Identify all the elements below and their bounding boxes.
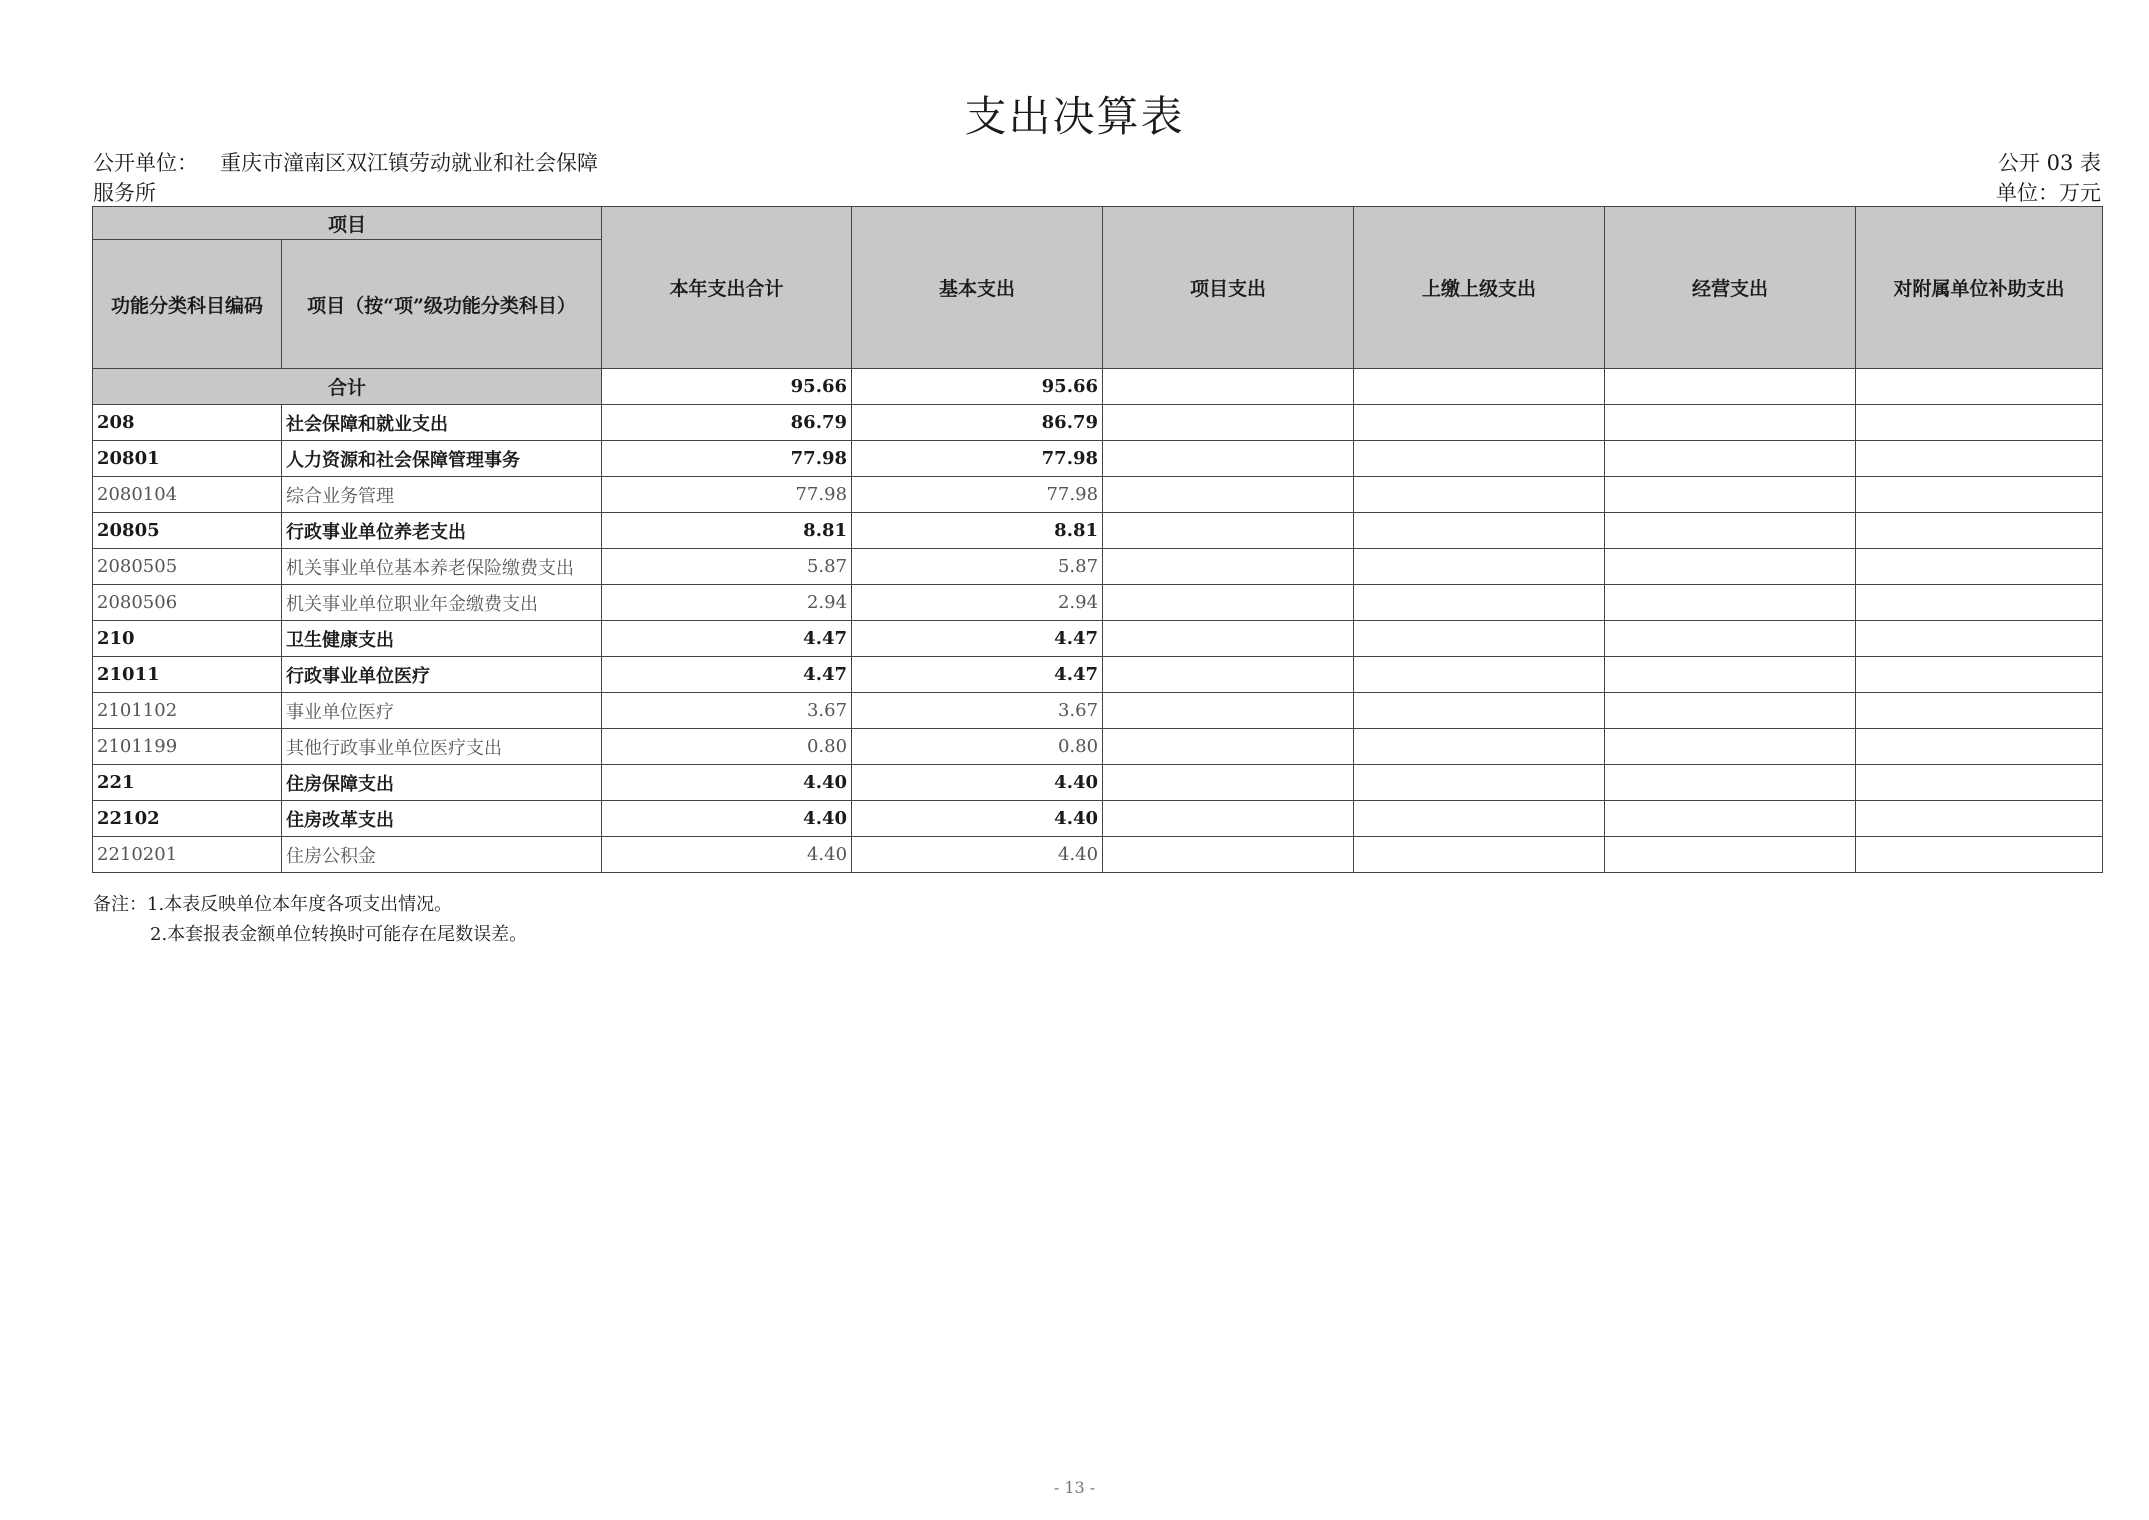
row-business-expenditure	[1605, 765, 1856, 801]
row-basic: 77.98	[852, 441, 1103, 477]
total-amount: 95.66	[602, 369, 852, 405]
row-name: 住房公积金	[282, 837, 602, 873]
row-business-expenditure	[1605, 621, 1856, 657]
row-name: 卫生健康支出	[282, 621, 602, 657]
row-basic: 4.47	[852, 621, 1103, 657]
unit-info	[93, 148, 598, 208]
table-row	[93, 693, 2103, 729]
row-upper-remittance	[1354, 765, 1605, 801]
header-business-expenditure: 经营支出	[1605, 207, 1856, 369]
row-project-expenditure	[1103, 621, 1354, 657]
form-meta	[1996, 148, 2101, 208]
row-subsidiary-subsidy	[1856, 693, 2103, 729]
row-upper-remittance	[1354, 585, 1605, 621]
row-code: 2080506	[93, 585, 282, 621]
row-name: 社会保障和就业支出	[282, 405, 602, 441]
row-project-expenditure	[1103, 837, 1354, 873]
row-upper-remittance	[1354, 477, 1605, 513]
header-basic: 基本支出	[852, 207, 1103, 369]
row-business-expenditure	[1605, 693, 1856, 729]
row-subsidiary-subsidy	[1856, 621, 2103, 657]
notes	[93, 890, 527, 950]
row-business-expenditure	[1605, 657, 1856, 693]
row-project-expenditure	[1103, 657, 1354, 693]
row-project-expenditure	[1103, 585, 1354, 621]
row-subsidiary-subsidy	[1856, 513, 2103, 549]
currency-unit: 单位：万元	[1996, 181, 2101, 205]
row-upper-remittance	[1354, 837, 1605, 873]
row-code: 210	[93, 621, 282, 657]
row-code: 2101199	[93, 729, 282, 765]
row-total: 77.98	[602, 477, 852, 513]
row-total: 0.80	[602, 729, 852, 765]
row-upper-remittance	[1354, 693, 1605, 729]
row-total: 4.47	[602, 621, 852, 657]
row-name: 住房改革支出	[282, 801, 602, 837]
row-basic: 3.67	[852, 693, 1103, 729]
row-project-expenditure	[1103, 513, 1354, 549]
header-code: 功能分类科目编码	[93, 240, 282, 369]
row-code: 2080505	[93, 549, 282, 585]
row-business-expenditure	[1605, 441, 1856, 477]
row-code: 21011	[93, 657, 282, 693]
row-name: 人力资源和社会保障管理事务	[282, 441, 602, 477]
row-total: 5.87	[602, 549, 852, 585]
table-row	[93, 621, 2103, 657]
table-row	[93, 765, 2103, 801]
row-upper-remittance	[1354, 549, 1605, 585]
row-total: 4.47	[602, 657, 852, 693]
row-total: 4.40	[602, 765, 852, 801]
row-code: 2101102	[93, 693, 282, 729]
row-project-expenditure	[1103, 549, 1354, 585]
row-business-expenditure	[1605, 729, 1856, 765]
row-business-expenditure	[1605, 549, 1856, 585]
row-name: 住房保障支出	[282, 765, 602, 801]
expenditure-table	[92, 206, 2103, 873]
header-name: 项目（按“项”级功能分类科目）	[282, 240, 602, 369]
row-basic: 4.40	[852, 801, 1103, 837]
row-project-expenditure	[1103, 765, 1354, 801]
total-basic: 95.66	[852, 369, 1103, 405]
row-total: 4.40	[602, 837, 852, 873]
row-name: 综合业务管理	[282, 477, 602, 513]
row-subsidiary-subsidy	[1856, 657, 2103, 693]
page-number: - 13 -	[1053, 1478, 1096, 1497]
row-upper-remittance	[1354, 657, 1605, 693]
table-row	[93, 837, 2103, 873]
row-code: 208	[93, 405, 282, 441]
row-total: 77.98	[602, 441, 852, 477]
row-name: 其他行政事业单位医疗支出	[282, 729, 602, 765]
row-business-expenditure	[1605, 477, 1856, 513]
total-label: 合计	[93, 369, 602, 405]
row-total: 3.67	[602, 693, 852, 729]
unit-label: 公开单位：	[93, 151, 198, 175]
row-subsidiary-subsidy	[1856, 765, 2103, 801]
row-project-expenditure	[1103, 693, 1354, 729]
row-upper-remittance	[1354, 621, 1605, 657]
row-name: 机关事业单位基本养老保险缴费支出	[282, 549, 602, 585]
row-project-expenditure	[1103, 801, 1354, 837]
row-business-expenditure	[1605, 837, 1856, 873]
row-basic: 4.47	[852, 657, 1103, 693]
row-subsidiary-subsidy	[1856, 837, 2103, 873]
row-basic: 77.98	[852, 477, 1103, 513]
row-subsidiary-subsidy	[1856, 441, 2103, 477]
row-code: 20805	[93, 513, 282, 549]
total-row	[93, 369, 2103, 405]
row-business-expenditure	[1605, 405, 1856, 441]
row-basic: 5.87	[852, 549, 1103, 585]
header-total: 本年支出合计	[602, 207, 852, 369]
header-upper-remittance: 上缴上级支出	[1354, 207, 1605, 369]
row-upper-remittance	[1354, 729, 1605, 765]
total-subsidiary-subsidy	[1856, 369, 2103, 405]
row-code: 221	[93, 765, 282, 801]
row-code: 2080104	[93, 477, 282, 513]
row-subsidiary-subsidy	[1856, 801, 2103, 837]
row-subsidiary-subsidy	[1856, 405, 2103, 441]
row-upper-remittance	[1354, 513, 1605, 549]
table-row	[93, 729, 2103, 765]
total-project-expenditure	[1103, 369, 1354, 405]
row-upper-remittance	[1354, 441, 1605, 477]
row-total: 86.79	[602, 405, 852, 441]
row-basic: 4.40	[852, 837, 1103, 873]
unit-name-line2: 服务所	[93, 181, 156, 205]
table-row	[93, 513, 2103, 549]
table-row	[93, 801, 2103, 837]
row-business-expenditure	[1605, 801, 1856, 837]
row-project-expenditure	[1103, 477, 1354, 513]
row-upper-remittance	[1354, 801, 1605, 837]
row-code: 20801	[93, 441, 282, 477]
row-name: 行政事业单位医疗	[282, 657, 602, 693]
row-total: 2.94	[602, 585, 852, 621]
form-code: 公开 03 表	[1997, 151, 2101, 175]
row-project-expenditure	[1103, 441, 1354, 477]
total-business-expenditure	[1605, 369, 1856, 405]
header-project: 项目	[93, 207, 602, 240]
header-project-expenditure: 项目支出	[1103, 207, 1354, 369]
table-row	[93, 441, 2103, 477]
table-row	[93, 405, 2103, 441]
row-project-expenditure	[1103, 405, 1354, 441]
row-upper-remittance	[1354, 405, 1605, 441]
table-row	[93, 657, 2103, 693]
row-basic: 4.40	[852, 765, 1103, 801]
table-row	[93, 549, 2103, 585]
row-name: 机关事业单位职业年金缴费支出	[282, 585, 602, 621]
row-subsidiary-subsidy	[1856, 549, 2103, 585]
note-line-1: 备注：1.本表反映单位本年度各项支出情况。	[93, 894, 453, 915]
row-subsidiary-subsidy	[1856, 477, 2103, 513]
row-basic: 86.79	[852, 405, 1103, 441]
row-subsidiary-subsidy	[1856, 729, 2103, 765]
row-name: 行政事业单位养老支出	[282, 513, 602, 549]
row-basic: 2.94	[852, 585, 1103, 621]
unit-name-line1: 重庆市潼南区双江镇劳动就业和社会保障	[220, 151, 598, 175]
row-total: 4.40	[602, 801, 852, 837]
header-subsidiary-subsidy: 对附属单位补助支出	[1856, 207, 2103, 369]
table-row	[93, 585, 2103, 621]
row-basic: 8.81	[852, 513, 1103, 549]
row-code: 22102	[93, 801, 282, 837]
row-business-expenditure	[1605, 513, 1856, 549]
total-upper-remittance	[1354, 369, 1605, 405]
table-row	[93, 477, 2103, 513]
row-basic: 0.80	[852, 729, 1103, 765]
row-code: 2210201	[93, 837, 282, 873]
page-title: 支出决算表	[964, 92, 1185, 141]
row-project-expenditure	[1103, 729, 1354, 765]
row-total: 8.81	[602, 513, 852, 549]
note-line-2: 2.本套报表金额单位转换时可能存在尾数误差。	[150, 924, 528, 945]
row-name: 事业单位医疗	[282, 693, 602, 729]
row-business-expenditure	[1605, 585, 1856, 621]
row-subsidiary-subsidy	[1856, 585, 2103, 621]
